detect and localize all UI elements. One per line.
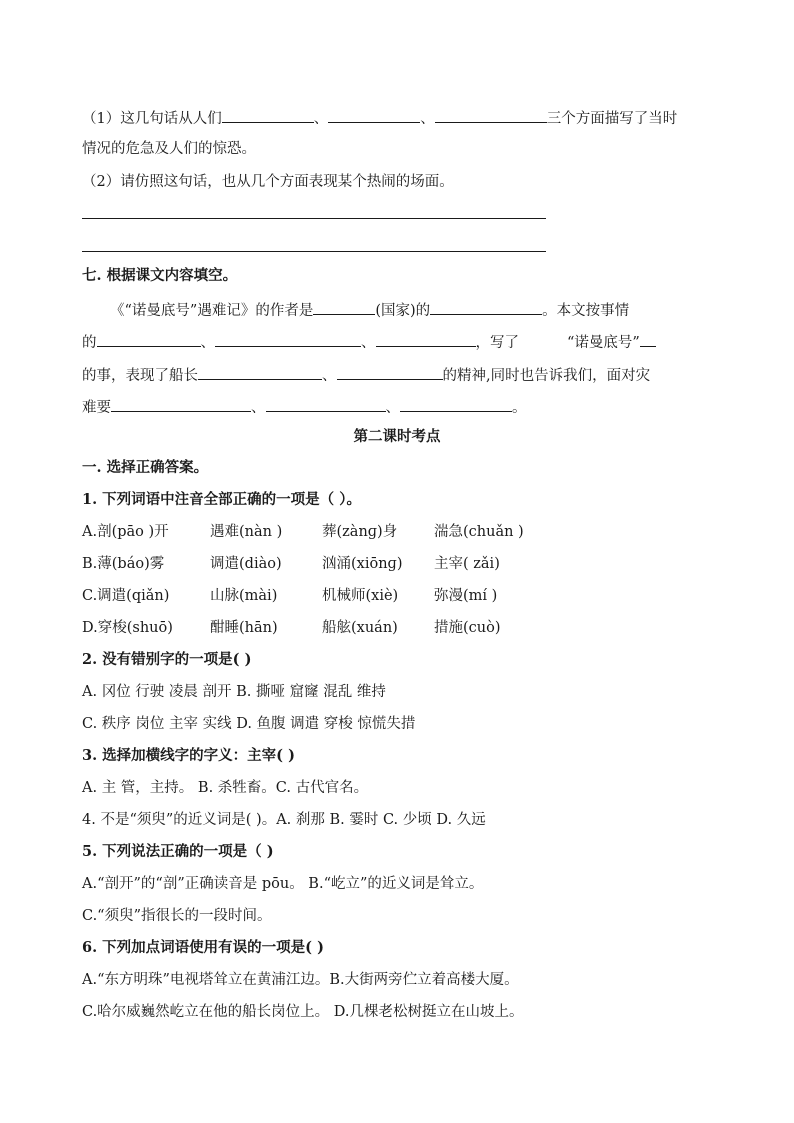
answer-blank[interactable] [640,331,656,347]
option-item[interactable]: A.剖(pāo )开 [82,524,169,540]
answer-blank[interactable] [435,107,547,123]
option-row: C.哈尔威巍然屹立在他的船长岗位上。 D.几棵老松树挺立在山坡上。 [82,1004,524,1020]
option-item: 葬(zànɡ)身 [322,524,398,540]
option-item[interactable]: C.调遣(qiǎn) [82,588,170,604]
option-item: 湍急(chuǎn ) [434,524,524,540]
answer-blank[interactable] [111,396,251,412]
question-stem: 6. 下列加点词语使用有误的一项是( ) [82,939,324,956]
option-row: A.“东方明珠”电视塔耸立在黄浦江边。B.大街两旁伫立着高楼大厦。 [82,972,519,988]
lesson-title: 第二课时考点 [353,428,441,445]
separator: 。 [512,400,527,416]
question-text: 《“诺曼底号”遇难记》的作者是 [110,303,314,319]
option-item: 措施(cuò) [434,620,501,636]
question-text: ，写了 [475,335,519,351]
answer-blank[interactable] [222,107,314,123]
question-stem: 4. 不是“须臾”的近义词是( )。A. 刹那 B. 霎时 C. 少顷 D. 久远 [82,812,486,828]
question-stem: 3. 选择加横线字的字义：主宰( ) [82,747,295,764]
option-row: A. 主 管，主持。 B. 杀牲畜。C. 古代官名。 [82,780,369,796]
question-line [82,107,718,129]
answer-blank[interactable] [337,364,443,380]
separator: 、 [361,335,376,351]
option-row: A. 冈位 行驶 凌晨 剖开 B. 撕哑 窟窿 混乱 维持 [82,684,386,700]
question-text: 。本文按事情 [542,303,630,319]
question-stem: 5. 下列说法正确的一项是（ ) [82,843,274,860]
option-row: C.“须臾”指很长的一段时间。 [82,908,272,924]
answer-blank[interactable] [215,331,361,347]
question-text: 的 [82,335,97,351]
separator: 、 [200,335,215,351]
option-item: 山脉(mài) [210,588,278,604]
separator: 、 [313,111,329,127]
answer-blank[interactable] [313,299,375,315]
answer-blank[interactable] [376,331,476,347]
option-item: 船舷(xuán) [322,620,398,636]
question-text: 的事，表现了船长 [82,368,198,384]
answer-blank[interactable] [266,396,386,412]
question-text: 三个方面描写了当时 [546,111,678,127]
question-line [82,172,718,192]
answer-blank[interactable] [198,364,322,380]
question-text: 情况的危急及人们的惊恐。 [82,141,256,157]
option-item: 调遣(diào) [210,556,282,572]
option-item: 酣睡(hān) [210,620,278,636]
option-item: 机械师(xiè) [322,588,399,604]
question-stem: 1. 下列词语中注音全部正确的一项是（ ）。 [82,491,361,508]
question-text: (国家)的 [375,303,431,319]
option-row: A.“剖开”的“剖”正确读音是 pōu。 B.“屹立”的近义词是耸立。 [82,876,484,892]
question-text: （2）请仿照这句话，也从几个方面表现某个热闹的场面。 [82,174,454,190]
separator: 、 [420,111,435,127]
option-item: 汹涌(xiōnɡ) [322,556,403,572]
answer-line[interactable] [82,218,546,219]
answer-blank[interactable] [97,331,201,347]
option-item[interactable]: B.薄(báo)雾 [82,556,165,572]
fill-line [82,331,718,353]
part-heading: 一. 选择正确答案。 [82,459,209,476]
option-item: 遇难(nàn ) [210,524,283,540]
option-row: C. 秩序 岗位 主宰 实线 D. 鱼腹 调遣 穿梭 惊慌失措 [82,716,416,732]
option-item: 主宰( zǎi) [434,556,500,572]
separator: 、 [251,400,266,416]
question-text: （1）这几句话从人们 [82,111,222,127]
answer-line[interactable] [82,251,546,252]
fill-line [82,299,718,321]
fill-line [82,396,718,418]
question-text: 的精神,同时也告诉我们，面对灾 [442,368,651,384]
separator: 、 [322,368,337,384]
question-stem: 2. 没有错别字的一项是( ) [82,651,252,668]
question-line [82,139,718,159]
question-text: “诺曼底号” [567,335,640,351]
separator: 、 [385,400,400,416]
option-item[interactable]: D.穿梭(shuō) [82,620,173,636]
question-text: 难要 [82,400,111,416]
answer-blank[interactable] [400,396,512,412]
fill-line [82,364,718,386]
option-item: 弥漫(mí ) [434,588,498,604]
answer-blank[interactable] [328,107,420,123]
answer-blank[interactable] [430,299,542,315]
section-heading: 七. 根据课文内容填空。 [82,267,238,284]
